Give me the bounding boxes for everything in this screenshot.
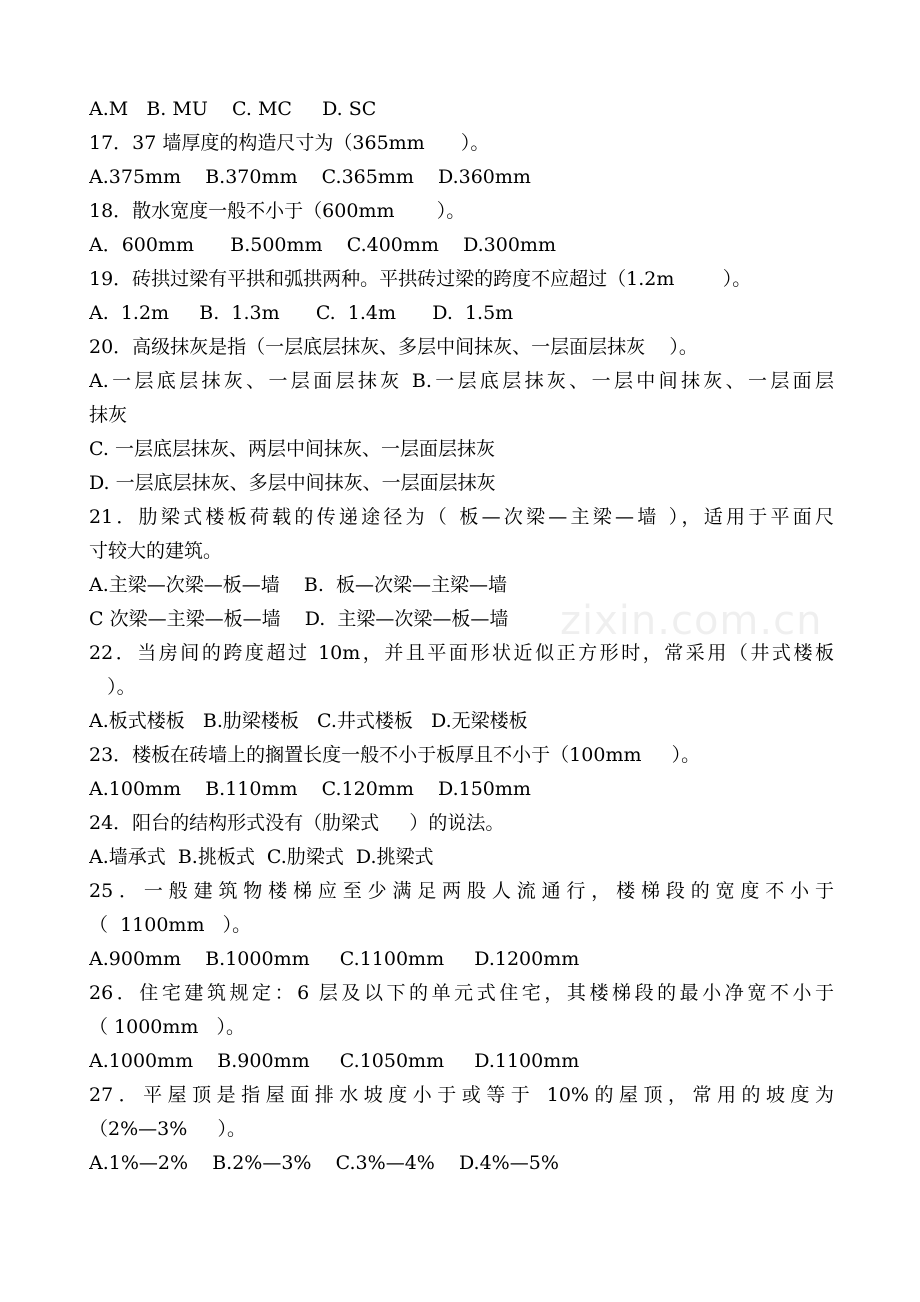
text-line: C 次梁—主梁—板—墙 D. 主梁—次梁—板—墙	[89, 608, 509, 630]
text-line: C. 一层底层抹灰、两层中间抹灰、一层面层抹灰	[89, 438, 495, 460]
text-line: 抹灰	[89, 404, 128, 426]
text-line: A. 1.2m B. 1.3m C. 1.4m D. 1.5m	[89, 302, 514, 324]
text-line: 寸较大的建筑。	[89, 540, 223, 562]
text-line: （2%—3% ）。	[89, 1118, 246, 1140]
text-line: 23．楼板在砖墙上的搁置长度一般不小于板厚且不小于（100mm ）。	[89, 744, 701, 766]
watermark: zixin.com.cn	[560, 598, 823, 644]
text-line: A.主梁—次梁—板—墙 B. 板—次梁—主梁—墙	[89, 574, 508, 596]
text-line: A.墙承式 B.挑板式 C.肋梁式 D.挑梁式	[89, 846, 434, 868]
text-line: A.1%—2% B.2%—3% C.3%—4% D.4%—5%	[89, 1152, 559, 1174]
text-line: 21．肋梁式楼板荷载的传递途径为（ 板—次梁—主梁—墙 ），适用于平面尺	[89, 506, 834, 528]
text-line: 20．高级抹灰是指（一层底层抹灰、多层中间抹灰、一层面层抹灰 ）。	[89, 336, 698, 358]
text-line: A．600mm B.500mm C.400mm D.300mm	[89, 234, 556, 256]
text-line: 27．平屋顶是指屋面排水坡度小于或等于 10%的屋顶，常用的坡度为	[89, 1084, 834, 1106]
text-line: 25．一般建筑物楼梯应至少满足两股人流通行，楼梯段的宽度不小于	[89, 880, 834, 902]
text-line: ）。	[89, 676, 136, 698]
question-text	[89, 92, 834, 1180]
text-line: 18．散水宽度一般不小于（600mm ）。	[89, 200, 466, 222]
text-line: A.板式楼板 B.肋梁楼板 C.井式楼板 D.无梁楼板	[89, 710, 528, 732]
text-line: （ 1000mm ）。	[89, 1016, 246, 1038]
text-line: 17．37 墙厚度的构造尺寸为（365mm ）。	[89, 132, 490, 154]
text-line: （ 1100mm ）。	[89, 914, 252, 936]
text-line: A.一层底层抹灰、一层面层抹灰 B.一层底层抹灰、一层中间抹灰、一层面层	[89, 370, 834, 392]
text-line: 19．砖拱过梁有平拱和弧拱两种。平拱砖过梁的跨度不应超过（1.2m ）。	[89, 268, 752, 290]
text-line: D. 一层底层抹灰、多层中间抹灰、一层面层抹灰	[89, 472, 496, 494]
text-line: A.100mm B.110mm C.120mm D.150mm	[89, 778, 531, 800]
text-line: A.M B. MU C. MC D. SC	[89, 98, 377, 120]
text-line: 26．住宅建筑规定：6 层及以下的单元式住宅，其楼梯段的最小净宽不小于	[89, 982, 834, 1004]
text-line: A.900mm B.1000mm C.1100mm D.1200mm	[89, 948, 580, 970]
text-line: A.375mm B.370mm C.365mm D.360mm	[89, 166, 531, 188]
text-line: A.1000mm B.900mm C.1050mm D.1100mm	[89, 1050, 580, 1072]
text-line: 22．当房间的跨度超过 10m，并且平面形状近似正方形时，常采用（井式楼板	[89, 642, 834, 664]
text-line: 24．阳台的结构形式没有（肋梁式 ）的说法。	[89, 812, 505, 834]
